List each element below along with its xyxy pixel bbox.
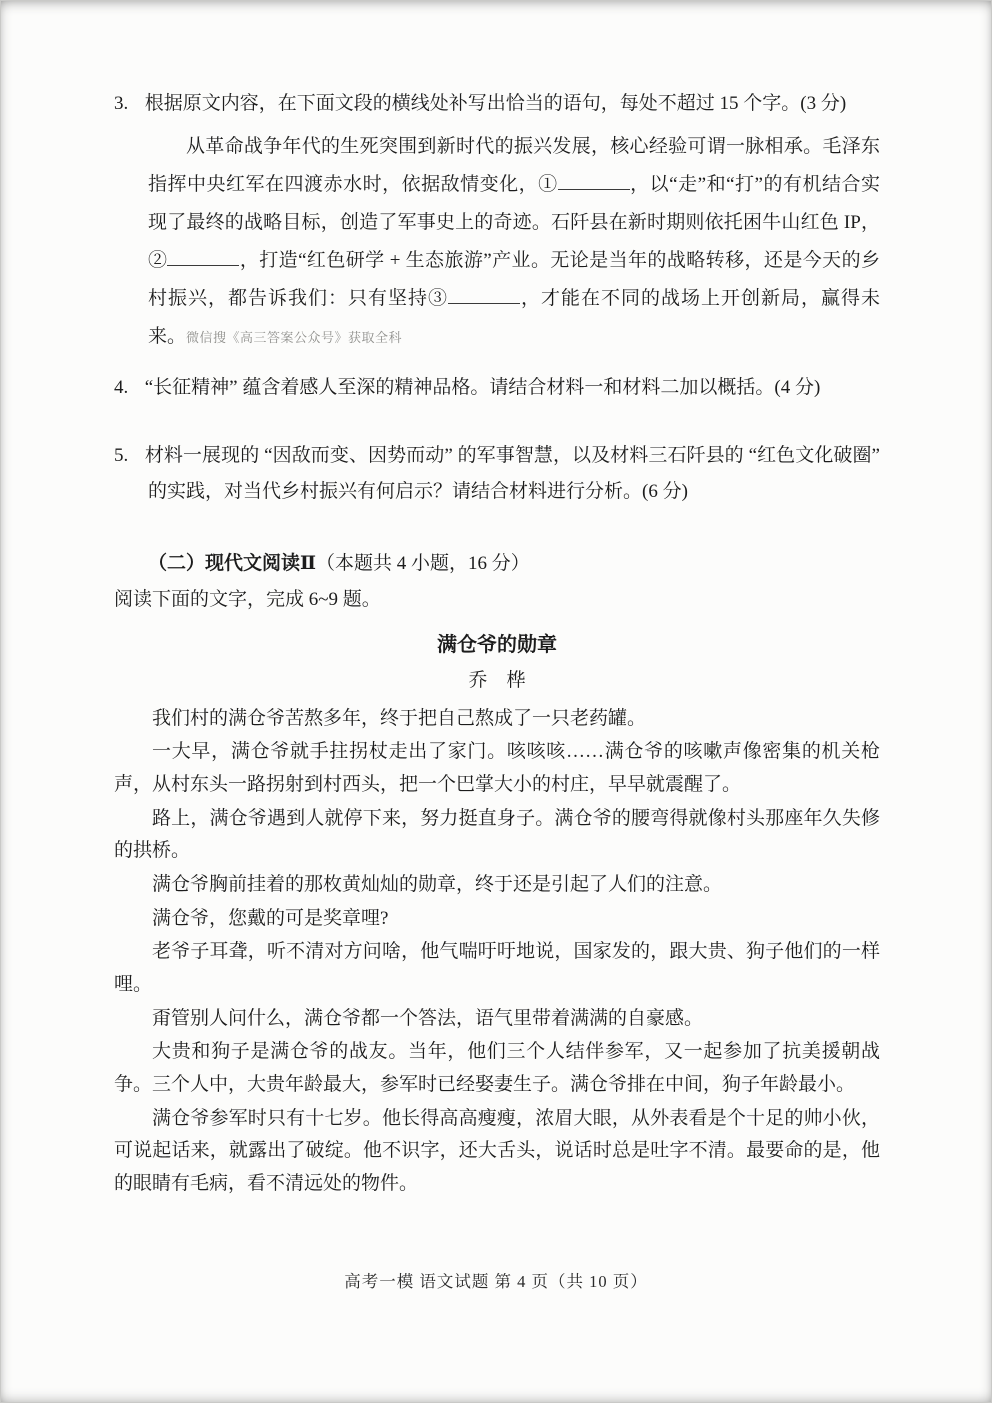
question-3-number: 3. [114,93,129,114]
question-5-number: 5. [114,445,129,467]
fill-in-blank-3 [448,286,520,304]
passage-part-3: ，打造“红色研学 + 生态旅游”产业。无论是当年的战略转移，还是今天的乡村振兴，都告诉我们：只有坚持③ [148,250,880,310]
passage-part-2: ，以“走”和“打”的有机结合实现了最终的战略目标，创造了军事史上的奇迹。石阡县在新时期则依托困牛山红色 IP，② [148,174,880,272]
question-5-stem: 材料一展现的 “因敌而变、因势而动” 的军事智慧，以及材料三石阡县的 “红色文化破圈” 的实践，对当代乡村振兴有何启示？请结合材料进行分析。(6 分) [144,445,880,503]
watermark-text: 微信搜《高三答案公众号》获取全科 [186,330,403,346]
section-2-subtitle: （本题共 4 小题，16 分） [316,553,530,575]
section-2-title: （二）现代文阅读Ⅱ [148,553,317,575]
story-title: 满仓爷的勋章 [437,633,557,656]
question-3-stem: 根据原文内容，在下面文段的横线处补写出恰当的语句，每处不超过 15 个字。(3 分) [144,93,847,114]
passage-part-1: 从革命战争年代的生死突围到新时代的振兴发展，核心经验可谓一脉相承。毛泽东指挥中央红军在四渡赤水时，依据敌情变化，① [148,136,880,196]
story-paragraph: 我们村的满仓爷苦熬多年，终于把自己熬成了一只老药罐。 [152,707,647,729]
story-paragraph: 满仓爷胸前挂着的那枚黄灿灿的勋章，终于还是引起了人们的注意。 [152,874,723,896]
story-paragraph: 大贵和狗子是满仓爷的战友。当年，他们三个人结伴参军，又一起参加了抗美援朝战争。三个人中，大贵年龄最大，参军时已经娶妻生子。满仓爷排在中间，狗子年龄最小。 [114,1041,880,1096]
story-paragraph: 一大早，满仓爷就手拄拐杖走出了家门。咳咳咳……满仓爷的咳嗽声像密集的机关枪声，从村东头一路拐射到村西头，把一个巴掌大小的村庄，早早就震醒了。 [114,741,880,795]
question-5 [114,438,880,510]
story-paragraph: 甭管别人问什么，满仓爷都一个答法，语气里带着满满的自豪感。 [152,1007,704,1029]
story-paragraph: 满仓爷，您戴的可是奖章哩? [152,907,389,929]
reading-instruction: 阅读下面的文字，完成 6~9 题。 [114,589,381,611]
fill-in-blank-2 [167,248,239,266]
fill-in-blank-1 [558,172,630,190]
question-3 [114,86,880,122]
section-2-header [148,546,880,582]
question-4-stem: “长征精神” 蕴含着感人至深的精神品格。请结合材料一和材料二加以概括。(4 分) [144,377,821,399]
story-paragraph: 路上，满仓爷遇到人就停下来，努力挺直身子。满仓爷的腰弯得就像村头那座年久失修的拱桥。 [114,807,880,862]
story-paragraph: 满仓爷参军时只有十七岁。他长得高高瘦瘦，浓眉大眼，从外表看是个十足的帅小伙，可说起话来，就露出了破绽。他不识字，还大舌头，说话时总是吐字不清。最要命的是，他的眼睛有毛病，看不清远处的物件。 [114,1107,880,1195]
question-3-passage [148,128,880,356]
question-4-number: 4. [114,377,129,399]
story-author: 乔 桦 [468,669,526,691]
page-footer: 高考一模 语文试题 第 4 页（共 10 页） [344,1272,648,1291]
question-4 [114,370,880,406]
passage-part-4: ，才能在不同的战场上开创新局，赢得未来。 [148,288,880,348]
story-paragraph: 老爷子耳聋，听不清对方问啥，他气喘吁吁地说，国家发的，跟大贵、狗子他们的一样哩。 [114,941,880,996]
